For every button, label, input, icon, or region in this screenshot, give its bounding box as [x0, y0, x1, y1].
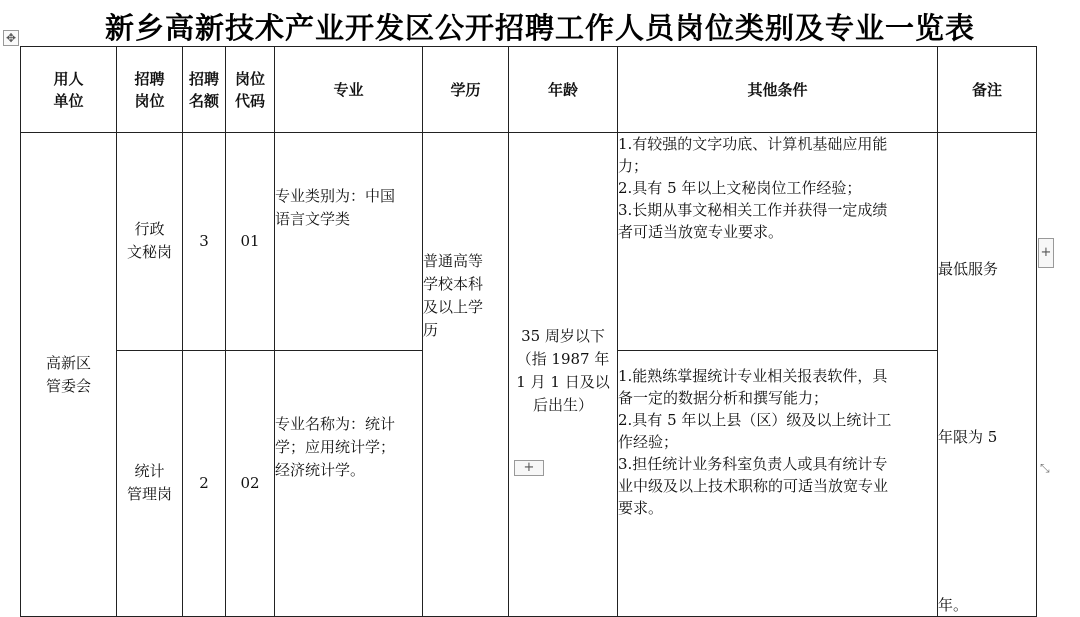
education-cell: 普通高等 学校本科 及以上学 历: [423, 133, 509, 617]
age-cell: 35 周岁以下 （指 1987 年 1 月 1 日及以 后出生）: [509, 133, 618, 617]
header-remark: 备注: [938, 47, 1037, 133]
header-code: 岗位 代码: [226, 47, 275, 133]
code-cell: 02: [226, 350, 275, 616]
unit-cell: 高新区 管委会: [21, 133, 117, 617]
add-row-button[interactable]: +: [514, 460, 544, 476]
header-row: [21, 47, 1037, 133]
add-column-button[interactable]: +: [1038, 238, 1054, 268]
major-cell: 专业类别为：中国 语言文学类: [275, 133, 423, 351]
count-cell: 2: [183, 350, 226, 616]
conditions-cell: 1.能熟练掌握统计专业相关报表软件，具 备一定的数据分析和撰写能力； 2.具有 5 年以上县（区）级及以上统计工 作经验； 3.担任统计业务科室负责人或具有统计专 业中级及以上技术职称的可适当放宽专业 要求。: [618, 350, 938, 616]
header-major: 专业: [275, 47, 423, 133]
table-row: [21, 133, 1037, 351]
header-education: 学历: [423, 47, 509, 133]
header-age: 年龄: [509, 47, 618, 133]
code-cell: 01: [226, 133, 275, 351]
page-title: 新乡高新技术产业开发区公开招聘工作人员岗位类别及专业一览表: [104, 11, 975, 45]
header-unit: 用人 单位: [21, 47, 117, 133]
header-other: 其他条件: [618, 47, 938, 133]
post-cell: 行政 文秘岗: [117, 133, 183, 351]
positions-table: [20, 46, 1037, 617]
conditions-cell: 1.有较强的文字功底、计算机基础应用能 力； 2.具有 5 年以上文秘岗位工作经验； 3.长期从事文秘相关工作并获得一定成绩 者可适当放宽专业要求。: [618, 133, 938, 351]
table-resize-icon[interactable]: ⤡: [1040, 461, 1050, 475]
major-cell: 专业名称为：统计 学；应用统计学； 经济统计学。: [275, 350, 423, 616]
count-cell: 3: [183, 133, 226, 351]
header-post: 招聘 岗位: [117, 47, 183, 133]
remark-cell: 最低服务 年限为 5 年。: [938, 133, 1037, 617]
header-count: 招聘 名额: [183, 47, 226, 133]
post-cell: 统计 管理岗: [117, 350, 183, 616]
table-move-handle-icon[interactable]: ✥: [3, 30, 19, 46]
